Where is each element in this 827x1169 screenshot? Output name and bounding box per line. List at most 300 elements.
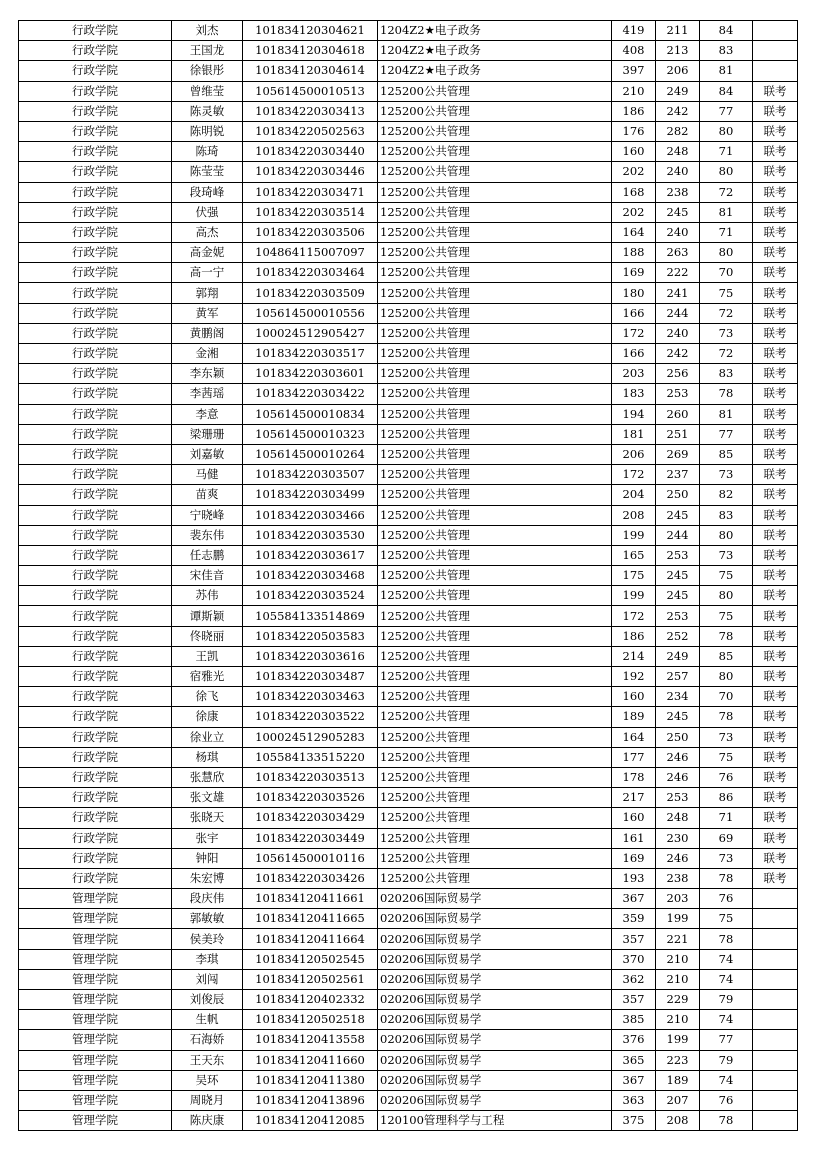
student-name-cell: 陈琦 — [172, 142, 243, 162]
exam-id-cell: 105614500010556 — [243, 303, 378, 323]
college-cell: 管理学院 — [19, 949, 172, 969]
exam-id-cell: 101834220303464 — [243, 263, 378, 283]
score-2-cell: 282 — [656, 121, 700, 141]
score-2-cell: 257 — [656, 667, 700, 687]
score-3-cell: 82 — [700, 485, 753, 505]
score-3-cell: 76 — [700, 1090, 753, 1110]
score-2-cell: 245 — [656, 505, 700, 525]
score-1-cell: 367 — [612, 1070, 656, 1090]
note-cell: 联考 — [753, 444, 798, 464]
score-2-cell: 253 — [656, 384, 700, 404]
major-cell: 020206国际贸易学 — [378, 949, 612, 969]
score-3-cell: 74 — [700, 1010, 753, 1030]
major-cell: 125200公共管理 — [378, 81, 612, 101]
major-cell: 125200公共管理 — [378, 788, 612, 808]
note-cell: 联考 — [753, 848, 798, 868]
student-name-cell: 吴环 — [172, 1070, 243, 1090]
exam-id-cell: 101834220303617 — [243, 545, 378, 565]
exam-id-cell: 100024512905427 — [243, 323, 378, 343]
note-cell: 联考 — [753, 545, 798, 565]
major-cell: 125200公共管理 — [378, 142, 612, 162]
table-row — [19, 41, 798, 61]
table-row — [19, 646, 798, 666]
major-cell: 125200公共管理 — [378, 485, 612, 505]
exam-id-cell: 101834220303506 — [243, 222, 378, 242]
student-name-cell: 刘闯 — [172, 969, 243, 989]
score-2-cell: 246 — [656, 747, 700, 767]
table-row — [19, 142, 798, 162]
student-name-cell: 高一宁 — [172, 263, 243, 283]
exam-id-cell: 101834220502563 — [243, 121, 378, 141]
table-row — [19, 566, 798, 586]
exam-id-cell: 101834220303530 — [243, 525, 378, 545]
exam-id-cell: 101834220503583 — [243, 626, 378, 646]
note-cell — [753, 1030, 798, 1050]
student-name-cell: 高杰 — [172, 222, 243, 242]
score-3-cell: 80 — [700, 243, 753, 263]
college-cell: 行政学院 — [19, 283, 172, 303]
table-row — [19, 626, 798, 646]
score-1-cell: 204 — [612, 485, 656, 505]
student-name-cell: 伏强 — [172, 202, 243, 222]
exam-id-cell: 101834120304618 — [243, 41, 378, 61]
note-cell: 联考 — [753, 142, 798, 162]
score-2-cell: 256 — [656, 364, 700, 384]
student-name-cell: 陈庆康 — [172, 1111, 243, 1131]
table-row — [19, 202, 798, 222]
major-cell: 125200公共管理 — [378, 505, 612, 525]
score-2-cell: 240 — [656, 162, 700, 182]
note-cell: 联考 — [753, 384, 798, 404]
note-cell: 联考 — [753, 747, 798, 767]
exam-id-cell: 101834120502561 — [243, 969, 378, 989]
college-cell: 行政学院 — [19, 788, 172, 808]
score-1-cell: 206 — [612, 444, 656, 464]
note-cell: 联考 — [753, 788, 798, 808]
exam-id-cell: 101834120502518 — [243, 1010, 378, 1030]
note-cell: 联考 — [753, 465, 798, 485]
exam-id-cell: 105614500010264 — [243, 444, 378, 464]
score-3-cell: 69 — [700, 828, 753, 848]
exam-id-cell: 105614500010834 — [243, 404, 378, 424]
table-row — [19, 848, 798, 868]
table-row — [19, 687, 798, 707]
major-cell: 020206国际贸易学 — [378, 1010, 612, 1030]
note-cell: 联考 — [753, 344, 798, 364]
note-cell: 联考 — [753, 727, 798, 747]
score-3-cell: 78 — [700, 929, 753, 949]
exam-id-cell: 101834220303471 — [243, 182, 378, 202]
college-cell: 行政学院 — [19, 202, 172, 222]
score-2-cell: 245 — [656, 586, 700, 606]
college-cell: 行政学院 — [19, 465, 172, 485]
table-row — [19, 162, 798, 182]
score-1-cell: 192 — [612, 667, 656, 687]
table-row — [19, 949, 798, 969]
exam-id-cell: 101834220303446 — [243, 162, 378, 182]
student-name-cell: 段琦峰 — [172, 182, 243, 202]
college-cell: 管理学院 — [19, 969, 172, 989]
score-3-cell: 72 — [700, 182, 753, 202]
major-cell: 125200公共管理 — [378, 626, 612, 646]
student-name-cell: 黄军 — [172, 303, 243, 323]
score-3-cell: 72 — [700, 303, 753, 323]
score-3-cell: 80 — [700, 525, 753, 545]
score-3-cell: 77 — [700, 1030, 753, 1050]
score-1-cell: 385 — [612, 1010, 656, 1030]
table-row — [19, 263, 798, 283]
score-1-cell: 172 — [612, 606, 656, 626]
score-1-cell: 183 — [612, 384, 656, 404]
score-2-cell: 238 — [656, 182, 700, 202]
note-cell: 联考 — [753, 303, 798, 323]
score-3-cell: 80 — [700, 586, 753, 606]
student-name-cell: 刘俊辰 — [172, 990, 243, 1010]
score-1-cell: 376 — [612, 1030, 656, 1050]
table-row — [19, 424, 798, 444]
score-1-cell: 177 — [612, 747, 656, 767]
note-cell: 联考 — [753, 767, 798, 787]
college-cell: 行政学院 — [19, 404, 172, 424]
score-2-cell: 253 — [656, 545, 700, 565]
score-2-cell: 250 — [656, 727, 700, 747]
score-2-cell: 213 — [656, 41, 700, 61]
college-cell: 管理学院 — [19, 1070, 172, 1090]
score-3-cell: 81 — [700, 61, 753, 81]
score-1-cell: 186 — [612, 101, 656, 121]
exam-id-cell: 101834220303413 — [243, 101, 378, 121]
table-row — [19, 465, 798, 485]
exam-id-cell: 101834120411380 — [243, 1070, 378, 1090]
student-name-cell: 宋佳音 — [172, 566, 243, 586]
note-cell: 联考 — [753, 667, 798, 687]
student-name-cell: 徐银彤 — [172, 61, 243, 81]
student-name-cell: 李茜瑶 — [172, 384, 243, 404]
student-name-cell: 徐业立 — [172, 727, 243, 747]
major-cell: 020206国际贸易学 — [378, 990, 612, 1010]
table-row — [19, 101, 798, 121]
note-cell: 联考 — [753, 424, 798, 444]
college-cell: 行政学院 — [19, 646, 172, 666]
score-1-cell: 186 — [612, 626, 656, 646]
score-1-cell: 180 — [612, 283, 656, 303]
table-row — [19, 889, 798, 909]
score-1-cell: 168 — [612, 182, 656, 202]
score-2-cell: 210 — [656, 969, 700, 989]
college-cell: 行政学院 — [19, 81, 172, 101]
exam-id-cell: 101834220303440 — [243, 142, 378, 162]
major-cell: 020206国际贸易学 — [378, 1030, 612, 1050]
exam-id-cell: 101834220303499 — [243, 485, 378, 505]
major-cell: 1204Z2★电子政务 — [378, 61, 612, 81]
score-1-cell: 169 — [612, 848, 656, 868]
score-2-cell: 199 — [656, 909, 700, 929]
exam-id-cell: 101834220303513 — [243, 767, 378, 787]
student-name-cell: 段庆伟 — [172, 889, 243, 909]
score-3-cell: 70 — [700, 263, 753, 283]
note-cell — [753, 41, 798, 61]
major-cell: 125200公共管理 — [378, 828, 612, 848]
exam-id-cell: 101834120402332 — [243, 990, 378, 1010]
student-name-cell: 郭敏敏 — [172, 909, 243, 929]
major-cell: 125200公共管理 — [378, 808, 612, 828]
score-2-cell: 246 — [656, 848, 700, 868]
score-3-cell: 78 — [700, 707, 753, 727]
score-1-cell: 208 — [612, 505, 656, 525]
college-cell: 管理学院 — [19, 990, 172, 1010]
score-2-cell: 222 — [656, 263, 700, 283]
score-2-cell: 251 — [656, 424, 700, 444]
college-cell: 行政学院 — [19, 142, 172, 162]
table-row — [19, 727, 798, 747]
score-2-cell: 260 — [656, 404, 700, 424]
score-3-cell: 78 — [700, 1111, 753, 1131]
score-2-cell: 245 — [656, 707, 700, 727]
score-1-cell: 166 — [612, 344, 656, 364]
exam-id-cell: 101834220303509 — [243, 283, 378, 303]
major-cell: 125200公共管理 — [378, 202, 612, 222]
student-name-cell: 张晓天 — [172, 808, 243, 828]
score-1-cell: 359 — [612, 909, 656, 929]
table-row — [19, 586, 798, 606]
score-3-cell: 74 — [700, 1070, 753, 1090]
exam-id-cell: 101834220303487 — [243, 667, 378, 687]
student-name-cell: 王凯 — [172, 646, 243, 666]
score-2-cell: 203 — [656, 889, 700, 909]
college-cell: 行政学院 — [19, 323, 172, 343]
score-3-cell: 74 — [700, 949, 753, 969]
score-1-cell: 172 — [612, 465, 656, 485]
table-row — [19, 283, 798, 303]
note-cell — [753, 1070, 798, 1090]
score-2-cell: 230 — [656, 828, 700, 848]
table-row — [19, 404, 798, 424]
score-1-cell: 193 — [612, 868, 656, 888]
score-1-cell: 217 — [612, 788, 656, 808]
exam-id-cell: 101834120411665 — [243, 909, 378, 929]
college-cell: 行政学院 — [19, 525, 172, 545]
note-cell: 联考 — [753, 222, 798, 242]
note-cell: 联考 — [753, 828, 798, 848]
student-name-cell: 刘嘉敏 — [172, 444, 243, 464]
college-cell: 行政学院 — [19, 344, 172, 364]
major-cell: 125200公共管理 — [378, 525, 612, 545]
exam-id-cell: 105584133514869 — [243, 606, 378, 626]
major-cell: 120100管理科学与工程 — [378, 1111, 612, 1131]
table-row — [19, 747, 798, 767]
exam-id-cell: 101834120413896 — [243, 1090, 378, 1110]
exam-id-cell: 105614500010323 — [243, 424, 378, 444]
score-3-cell: 83 — [700, 41, 753, 61]
score-3-cell: 78 — [700, 384, 753, 404]
college-cell: 行政学院 — [19, 424, 172, 444]
score-3-cell: 80 — [700, 121, 753, 141]
major-cell: 125200公共管理 — [378, 424, 612, 444]
score-2-cell: 244 — [656, 525, 700, 545]
exam-id-cell: 101834220303526 — [243, 788, 378, 808]
table-row — [19, 444, 798, 464]
college-cell: 行政学院 — [19, 303, 172, 323]
college-cell: 行政学院 — [19, 101, 172, 121]
major-cell: 020206国际贸易学 — [378, 929, 612, 949]
score-3-cell: 78 — [700, 626, 753, 646]
note-cell: 联考 — [753, 687, 798, 707]
college-cell: 行政学院 — [19, 687, 172, 707]
note-cell — [753, 889, 798, 909]
student-name-cell: 陈明锐 — [172, 121, 243, 141]
student-name-cell: 徐康 — [172, 707, 243, 727]
exam-id-cell: 101834120304614 — [243, 61, 378, 81]
score-1-cell: 203 — [612, 364, 656, 384]
exam-id-cell: 101834120411664 — [243, 929, 378, 949]
score-3-cell: 83 — [700, 364, 753, 384]
score-1-cell: 164 — [612, 222, 656, 242]
note-cell: 联考 — [753, 586, 798, 606]
score-3-cell: 71 — [700, 222, 753, 242]
major-cell: 125200公共管理 — [378, 222, 612, 242]
major-cell: 1204Z2★电子政务 — [378, 21, 612, 41]
student-name-cell: 朱宏博 — [172, 868, 243, 888]
college-cell: 行政学院 — [19, 606, 172, 626]
college-cell: 行政学院 — [19, 828, 172, 848]
score-2-cell: 240 — [656, 323, 700, 343]
student-name-cell: 宿雅光 — [172, 667, 243, 687]
score-1-cell: 408 — [612, 41, 656, 61]
major-cell: 125200公共管理 — [378, 182, 612, 202]
student-name-cell: 金湘 — [172, 344, 243, 364]
student-name-cell: 侯美玲 — [172, 929, 243, 949]
college-cell: 行政学院 — [19, 444, 172, 464]
student-name-cell: 任志鹏 — [172, 545, 243, 565]
score-1-cell: 199 — [612, 586, 656, 606]
student-name-cell: 李琪 — [172, 949, 243, 969]
student-name-cell: 佟晓丽 — [172, 626, 243, 646]
exam-id-cell: 101834220303468 — [243, 566, 378, 586]
note-cell: 联考 — [753, 707, 798, 727]
score-2-cell: 237 — [656, 465, 700, 485]
exam-id-cell: 101834220303429 — [243, 808, 378, 828]
note-cell — [753, 1090, 798, 1110]
college-cell: 行政学院 — [19, 727, 172, 747]
score-2-cell: 245 — [656, 202, 700, 222]
table-row — [19, 667, 798, 687]
score-2-cell: 248 — [656, 142, 700, 162]
score-2-cell: 252 — [656, 626, 700, 646]
score-3-cell: 84 — [700, 21, 753, 41]
exam-id-cell: 101834220303466 — [243, 505, 378, 525]
table-row — [19, 909, 798, 929]
note-cell: 联考 — [753, 485, 798, 505]
score-1-cell: 160 — [612, 808, 656, 828]
table-row — [19, 364, 798, 384]
college-cell: 管理学院 — [19, 1111, 172, 1131]
exam-id-cell: 101834220303514 — [243, 202, 378, 222]
table-row — [19, 545, 798, 565]
major-cell: 125200公共管理 — [378, 323, 612, 343]
table-row — [19, 21, 798, 41]
college-cell: 行政学院 — [19, 61, 172, 81]
major-cell: 125200公共管理 — [378, 162, 612, 182]
score-3-cell: 75 — [700, 283, 753, 303]
major-cell: 125200公共管理 — [378, 848, 612, 868]
note-cell — [753, 990, 798, 1010]
major-cell: 125200公共管理 — [378, 243, 612, 263]
college-cell: 行政学院 — [19, 667, 172, 687]
score-2-cell: 246 — [656, 767, 700, 787]
score-3-cell: 78 — [700, 868, 753, 888]
score-1-cell: 202 — [612, 202, 656, 222]
college-cell: 行政学院 — [19, 808, 172, 828]
note-cell — [753, 1050, 798, 1070]
score-3-cell: 71 — [700, 808, 753, 828]
score-1-cell: 169 — [612, 263, 656, 283]
score-1-cell: 367 — [612, 889, 656, 909]
score-1-cell: 160 — [612, 142, 656, 162]
table-row — [19, 1050, 798, 1070]
major-cell: 020206国际贸易学 — [378, 1070, 612, 1090]
major-cell: 125200公共管理 — [378, 303, 612, 323]
score-2-cell: 244 — [656, 303, 700, 323]
note-cell: 联考 — [753, 808, 798, 828]
exam-id-cell: 101834120411660 — [243, 1050, 378, 1070]
college-cell: 行政学院 — [19, 868, 172, 888]
table-row — [19, 1111, 798, 1131]
score-1-cell: 362 — [612, 969, 656, 989]
score-2-cell: 206 — [656, 61, 700, 81]
score-3-cell: 72 — [700, 344, 753, 364]
note-cell: 联考 — [753, 505, 798, 525]
note-cell: 联考 — [753, 566, 798, 586]
table-row — [19, 121, 798, 141]
college-cell: 行政学院 — [19, 707, 172, 727]
score-1-cell: 176 — [612, 121, 656, 141]
major-cell: 125200公共管理 — [378, 101, 612, 121]
score-3-cell: 76 — [700, 889, 753, 909]
major-cell: 125200公共管理 — [378, 404, 612, 424]
score-3-cell: 85 — [700, 444, 753, 464]
major-cell: 125200公共管理 — [378, 364, 612, 384]
student-name-cell: 张慧欣 — [172, 767, 243, 787]
score-2-cell: 263 — [656, 243, 700, 263]
exam-id-cell: 105614500010513 — [243, 81, 378, 101]
score-1-cell: 160 — [612, 687, 656, 707]
score-1-cell: 202 — [612, 162, 656, 182]
table-row — [19, 990, 798, 1010]
score-3-cell: 73 — [700, 848, 753, 868]
major-cell: 020206国际贸易学 — [378, 969, 612, 989]
score-3-cell: 77 — [700, 424, 753, 444]
score-1-cell: 365 — [612, 1050, 656, 1070]
score-1-cell: 357 — [612, 990, 656, 1010]
score-2-cell: 211 — [656, 21, 700, 41]
major-cell: 125200公共管理 — [378, 444, 612, 464]
student-name-cell: 陈灵敏 — [172, 101, 243, 121]
college-cell: 管理学院 — [19, 1010, 172, 1030]
score-1-cell: 165 — [612, 545, 656, 565]
table-row — [19, 384, 798, 404]
college-cell: 行政学院 — [19, 182, 172, 202]
major-cell: 125200公共管理 — [378, 545, 612, 565]
table-row — [19, 969, 798, 989]
college-cell: 行政学院 — [19, 121, 172, 141]
score-3-cell: 80 — [700, 162, 753, 182]
exam-id-cell: 101834220303426 — [243, 868, 378, 888]
exam-id-cell: 101834120304621 — [243, 21, 378, 41]
score-2-cell: 221 — [656, 929, 700, 949]
college-cell: 行政学院 — [19, 485, 172, 505]
score-3-cell: 84 — [700, 81, 753, 101]
major-cell: 125200公共管理 — [378, 263, 612, 283]
